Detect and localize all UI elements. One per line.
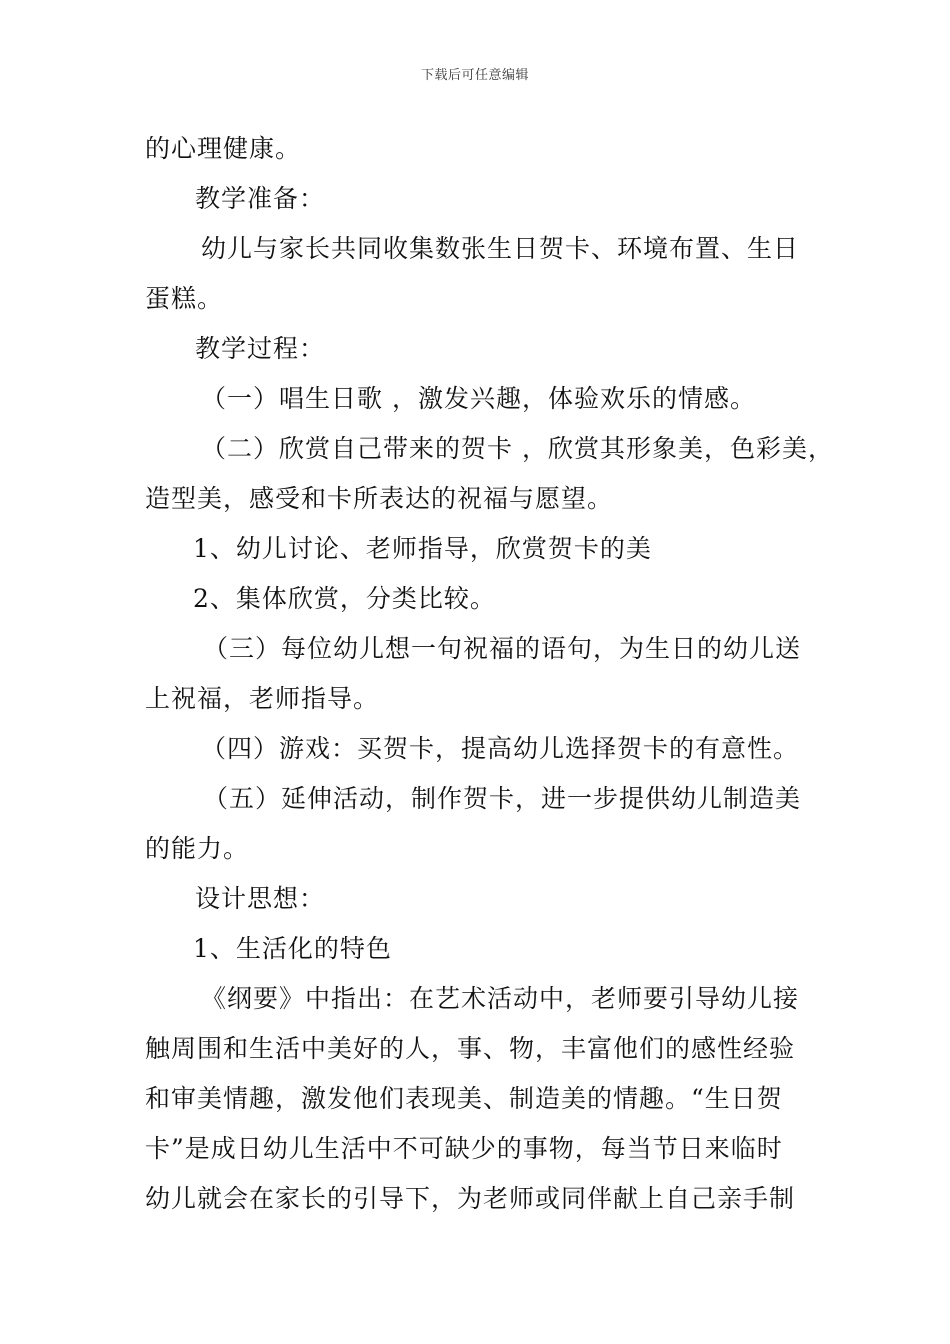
paragraph-line: （一）唱生日歌 ，激发兴趣，体验欢乐的情感。	[201, 384, 756, 413]
paragraph-line: （五）延伸活动，制作贺卡，进一步提供幼儿制造美	[203, 784, 802, 813]
paragraph-line: 触周围和生活中美好的人，事、物，丰富他们的感性经验	[145, 1034, 796, 1063]
section-heading-preparation: 教学准备：	[195, 184, 326, 213]
paragraph-line: 《纲要》中指出：在艺术活动中，老师要引导幼儿接	[201, 984, 800, 1013]
paragraph-line: （四）游戏：买贺卡，提高幼儿选择贺卡的有意性。	[201, 734, 800, 763]
paragraph-line: 上祝福，老师指导。	[145, 684, 380, 713]
paragraph-line: （三）每位幼儿想一句祝福的语句，为生日的幼儿送	[203, 634, 802, 663]
section-heading-design: 设计思想：	[195, 884, 326, 913]
section-heading-process: 教学过程：	[195, 334, 326, 363]
paragraph-line: 的能力。	[145, 834, 250, 863]
paragraph-line: 幼儿与家长共同收集数张生日贺卡、环境布置、生日	[201, 234, 800, 263]
paragraph-line: 造型美，感受和卡所表达的祝福与愿望。	[145, 484, 614, 513]
header-note: 下载后可任意编辑	[420, 68, 529, 83]
paragraph-line: （二）欣赏自己带来的贺卡 ，欣赏其形象美，色彩美，	[201, 434, 834, 463]
paragraph-line: 卡”是成日幼儿生活中不可缺少的事物，每当节日来临时	[145, 1134, 783, 1163]
paragraph-line: 幼儿就会在家长的引导下，为老师或同伴献上自己亲手制	[145, 1184, 796, 1213]
paragraph-line: 蛋糕。	[145, 284, 224, 313]
document-body	[145, 124, 834, 1224]
list-item: 1、幼儿讨论、老师指导，欣赏贺卡的美	[193, 534, 652, 563]
list-item: 2、集体欣赏，分类比较。	[193, 584, 496, 613]
paragraph-line: 的心理健康。	[145, 134, 302, 163]
paragraph-line: 和审美情趣，激发他们表现美、制造美的情趣。“生日贺	[145, 1084, 783, 1113]
list-item: 1、生活化的特色	[193, 934, 392, 963]
